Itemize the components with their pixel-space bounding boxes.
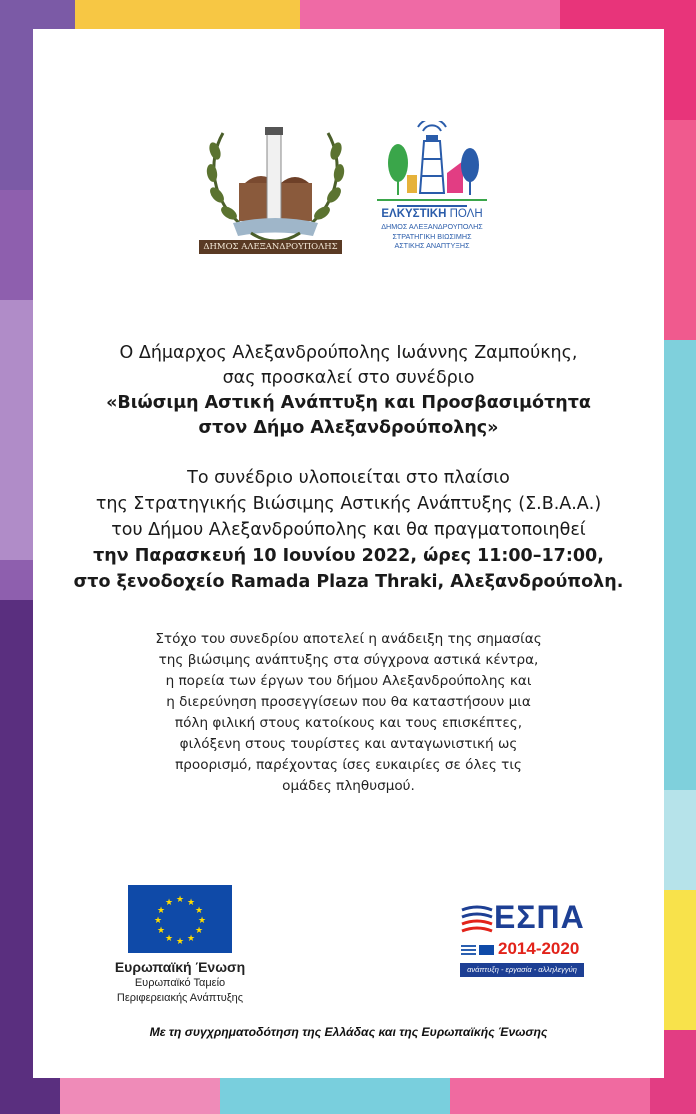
conference-venue: στο ξενοδοχείο Ramada Plaza Thraki, Αλεξανδρούπολη. — [73, 572, 624, 592]
conference-date: την Παρασκευή 10 Ιουνίου 2022, ώρες 11:00–17:00, — [93, 546, 604, 566]
svg-text:★: ★ — [175, 937, 185, 947]
municipality-label: ΔΗΜΟΣ ΑΛΕΞΑΝΔΡΟΥΠΟΛΗΣ — [199, 240, 342, 254]
attractive-city-title — [358, 208, 506, 220]
invitation-card — [33, 29, 664, 1078]
svg-text:★: ★ — [197, 916, 207, 926]
eu-title: Ευρωπαϊκή Ένωση — [114, 959, 246, 975]
espa-years: 2014-2020 — [498, 939, 580, 958]
conference-goal — [33, 629, 664, 797]
conference-title-line2: στον Δήμο Αλεξανδρούπολης» — [198, 418, 499, 438]
greece-flag-icon — [461, 945, 476, 955]
svg-text:★: ★ — [186, 898, 196, 908]
eu-flag-icon — [128, 885, 232, 953]
attractive-city-line3: ΑΣΤΙΚΗΣ ΑΝΑΠΤΥΞΗΣ — [394, 241, 470, 250]
invitation-text — [33, 341, 664, 441]
svg-text:★: ★ — [194, 926, 204, 936]
espa-logo — [460, 900, 590, 980]
goal-line: πόλη φιλική στους κατοίκους και τους επισκέπτες, — [174, 715, 523, 731]
goal-line: της βιώσιμης ανάπτυξης στα σύγχρονα αστικά κέντρα, — [158, 652, 539, 668]
invitation-line1: Ο Δήμαρχος Αλεξανδρούπολης Ιωάννης Ζαμπούκης, — [119, 343, 578, 363]
conference-details — [33, 465, 664, 595]
svg-text:★: ★ — [175, 895, 185, 905]
svg-text:★: ★ — [156, 926, 166, 936]
goal-line: η διερεύνηση προσεγγίσεων που θα καταστήσουν μια — [166, 694, 531, 710]
goal-line: ομάδες πληθυσμού. — [282, 778, 415, 794]
espa-slogan: ανάπτυξη - εργασία - αλληλεγγύη — [460, 963, 584, 977]
svg-text:★: ★ — [164, 934, 174, 944]
attractive-city-line2: ΣΤΡΑΤΗΓΙΚΗ ΒΙΩΣΙΜΗΣ — [392, 231, 472, 241]
conference-title-line1: «Βιώσιμη Αστική Ανάπτυξη και Προσβασιμότητα — [106, 393, 591, 413]
eu-small-flag-icon — [479, 945, 494, 955]
municipality-logo — [203, 121, 348, 256]
invitation-line2: σας προσκαλεί στο συνέδριο — [222, 368, 475, 388]
goal-line: φιλόξενη στους τουρίστες και ανταγωνιστική ως — [179, 736, 518, 752]
attractive-city-line1: ΔΗΜΟΣ ΑΛΕΞΑΝΔΡΟΥΠΟΛΗΣ — [381, 222, 483, 231]
attractive-city-logo — [371, 121, 493, 211]
cofunding-footer: Με τη συγχρηματοδότηση της Ελλάδας και της Ευρωπαϊκής Ένωσης — [149, 1025, 548, 1039]
details-line1: Το συνέδριο υλοποιείται στο πλαίσιο — [187, 468, 510, 488]
espa-name: ΕΣΠΑ — [494, 899, 585, 935]
eu-fund-line2: Περιφερειακής Ανάπτυξης — [116, 992, 244, 1004]
attractive-city-title-light: ΠΟΛΗ — [449, 208, 483, 220]
goal-line: η πορεία των έργων του δήμου Αλεξανδρούπολης και — [165, 673, 532, 689]
svg-text:★: ★ — [194, 906, 204, 916]
attractive-city-subtitle — [358, 222, 506, 251]
svg-text:★: ★ — [164, 898, 174, 908]
espa-waves-icon — [460, 904, 494, 938]
eu-fund-line1: Ευρωπαϊκό Ταμείο — [134, 977, 226, 989]
goal-line: Στόχο του συνεδρίου αποτελεί η ανάδειξη της σημασίας — [155, 631, 542, 647]
details-line2: της Στρατηγικής Βιώσιμης Αστικής Ανάπτυξης (Σ.Β.Α.Α.) — [95, 494, 602, 514]
svg-text:★: ★ — [153, 916, 163, 926]
svg-text:★: ★ — [156, 906, 166, 916]
svg-text:★: ★ — [186, 934, 196, 944]
details-line3: του Δήμου Αλεξανδρούπολης και θα πραγματοποιηθεί — [111, 520, 586, 540]
goal-line: προορισμό, παρέχοντας ίσες ευκαιρίες σε όλες τις — [175, 757, 522, 773]
attractive-city-title-bold: ΕΛΚΥΣΤΙΚΗ — [381, 208, 447, 220]
